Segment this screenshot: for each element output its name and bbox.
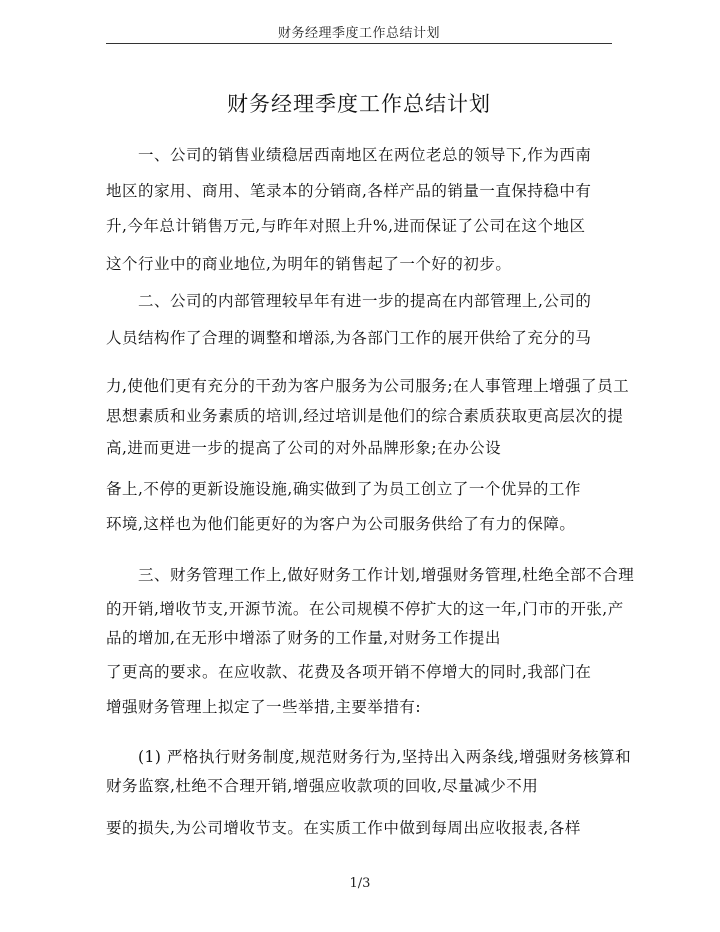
body-line: 高,进而更进一步的提高了公司的对外品牌形象;在办公设	[106, 439, 502, 457]
body-line: 地区的家用、商用、笔录本的分销商,各样产品的销量一直保持稳中有	[106, 182, 592, 200]
body-line: 环境,这样也为他们能更好的为客户为公司服务供给了有力的保障。	[106, 515, 576, 533]
body-line: 三、财务管理工作上,做好财务工作计划,增强财务管理,杜绝全部不合理	[138, 566, 635, 584]
body-line: 备上,不停的更新设施设施,确实做到了为员工创立了一个优异的工作	[106, 480, 581, 498]
body-line: 思想素质和业务素质的培训,经过培训是他们的综合素质获取更高层次的提	[106, 407, 624, 425]
body-line: 了更高的要求。在应收款、花费及各项开销不停增大的同时,我部门在	[106, 663, 592, 681]
body-line: 力,使他们更有充分的干劲为客户服务为公司服务;在人事管理上增强了员工	[106, 377, 630, 395]
body-line: 财务监察,杜绝不合理开销,增强应收款项的回收,尽量减少不用	[106, 777, 539, 795]
body-line: 的开销,增收节支,开源节流。在公司规模不停扩大的这一年,门市的开张,产	[106, 600, 624, 618]
body-line: 升,今年总计销售万元,与昨年对照上升%,进而保证了公司在这个地区	[106, 217, 586, 235]
header-rule	[106, 43, 612, 44]
body-line: 人员结构作了合理的调整和增添,为各部门工作的展开供给了充分的马	[106, 329, 592, 347]
body-line: 品的增加,在无形中增添了财务的工作量,对财务工作提出	[106, 629, 501, 647]
body-line: 增强财务管理上拟定了一些举措,主要举措有:	[106, 698, 422, 716]
running-header: 财务经理季度工作总结计划	[277, 26, 440, 41]
body-line: 二、公司的内部管理较早年有进一步的提高在内部管理上,公司的	[138, 292, 592, 310]
document-title: 财务经理季度工作总结计划	[227, 92, 491, 116]
body-line: 这个行业中的商业地位,为明年的销售起了一个好的初步。	[106, 255, 512, 273]
page-number: 1/3	[349, 876, 371, 891]
body-line: (1) 严格执行财务制度,规范财务行为,坚持出入两条线,增强财务核算和	[138, 748, 632, 766]
body-line: 要的损失,为公司增收节支。在实质工作中做到每周出应收报表,各样	[106, 819, 581, 837]
body-line: 一、公司的销售业绩稳居西南地区在两位老总的领导下,作为西南	[138, 146, 592, 164]
